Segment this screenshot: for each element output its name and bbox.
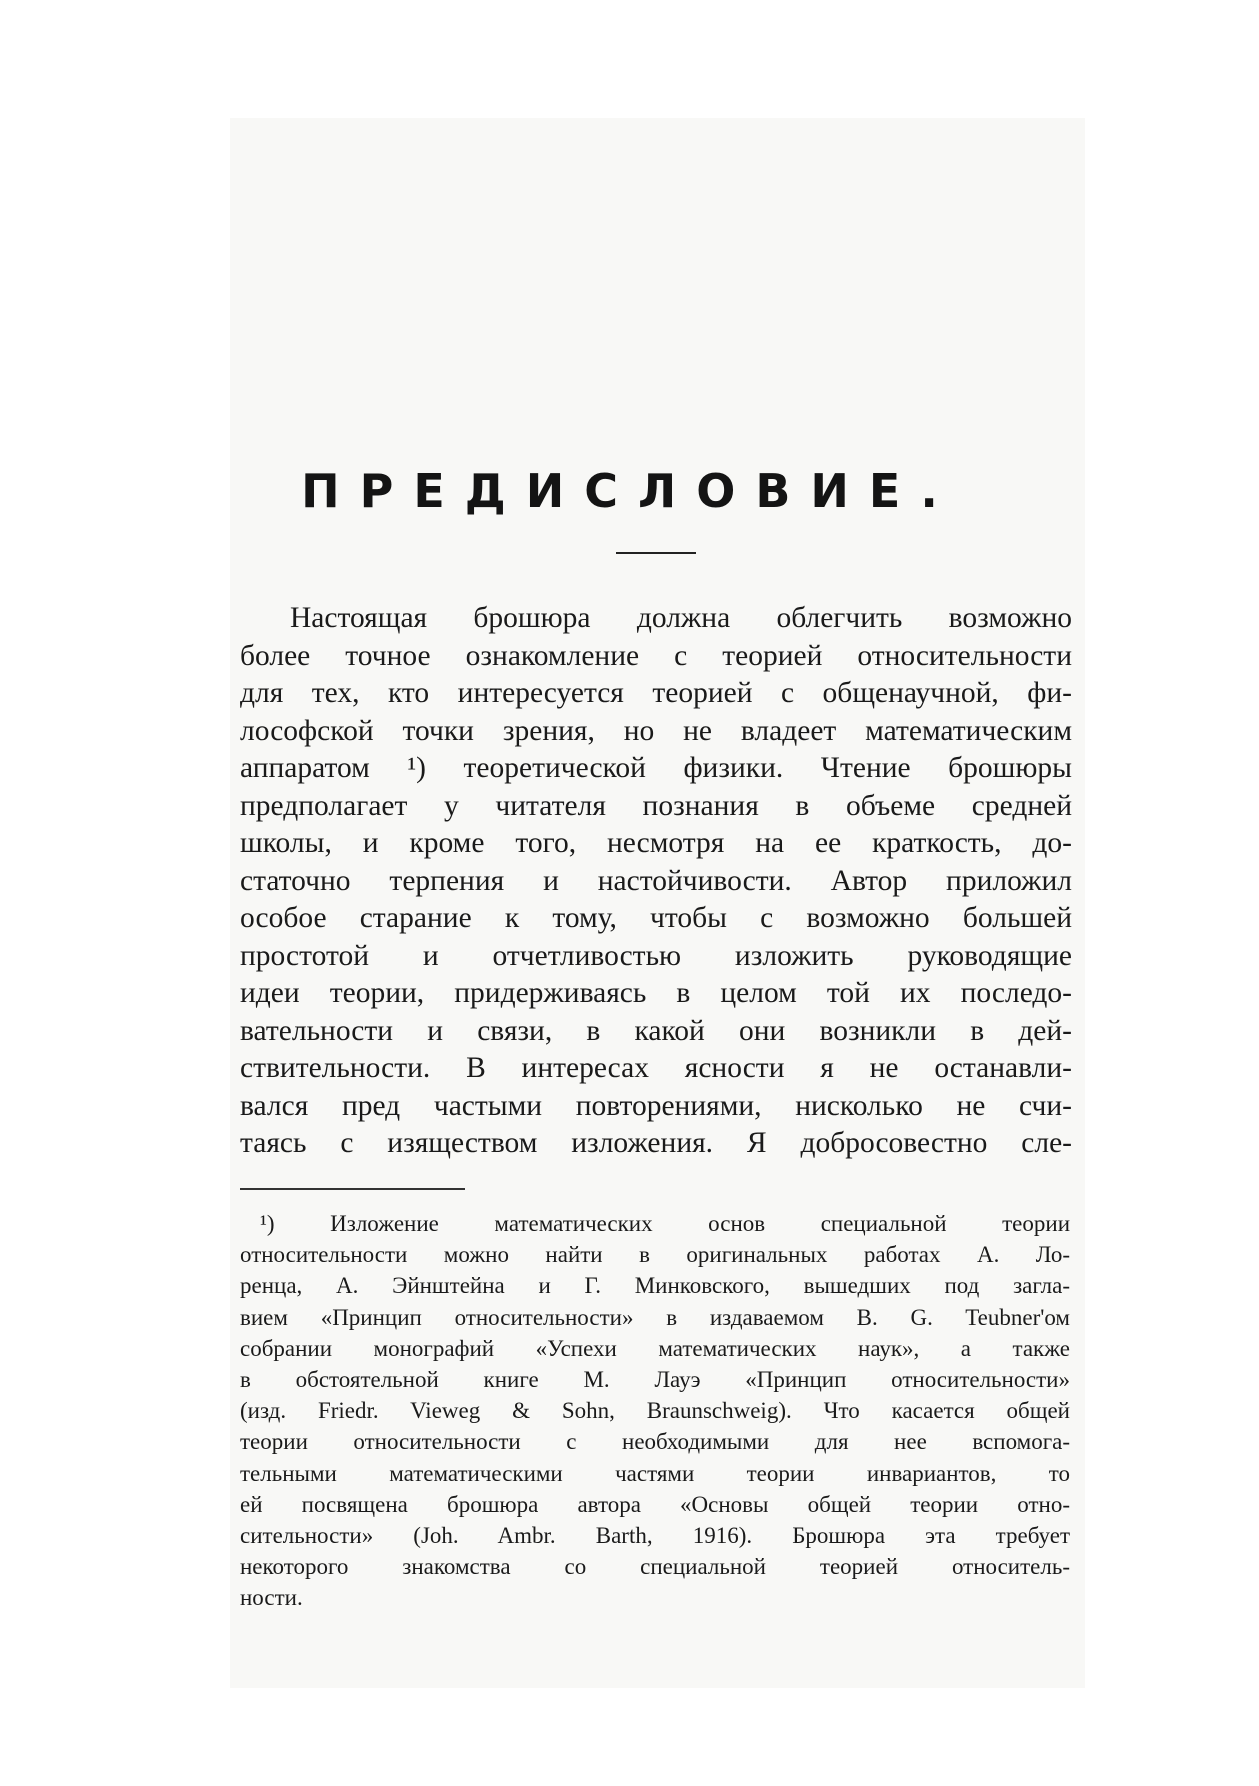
- body-line: вался пред частыми повторениями, нисколько не счи-: [240, 1089, 1072, 1122]
- footnote-line: тельными математическими частями теории инвариантов, то: [240, 1460, 1070, 1486]
- body-line: для тех, кто интересуется теорией с общенаучной, фи-: [240, 677, 1072, 709]
- footnote-line: собрании монографий «Успехи математических наук», а также: [240, 1335, 1070, 1361]
- body-line: вательности и связи, в какой они возникли в дей-: [240, 1014, 1072, 1047]
- body-line: более точное ознакомление с теорией относительности: [240, 639, 1072, 672]
- body-paragraph: [240, 600, 1072, 1163]
- body-line: таясь с изяществом изложения. Я добросовестно сле-: [240, 1127, 1072, 1159]
- footnote-line: (изд. Friedr. Vieweg & Sohn, Braunschweig). Что касается общей: [240, 1398, 1070, 1424]
- body-line: лософской точки зрения, но не владеет математическим: [240, 714, 1072, 747]
- body-line: аппаратом ¹) теоретической физики. Чтение брошюры: [240, 752, 1072, 784]
- heading-divider: [616, 552, 696, 554]
- footnote-line: теории относительности с необходимыми для нее вспомога-: [240, 1429, 1070, 1455]
- body-line: простотой и отчетливостью изложить руководящие: [240, 939, 1072, 972]
- body-line: предполагает у читателя познания в объеме средней: [240, 789, 1072, 822]
- body-line: Настоящая брошюра должна облегчить возможно: [290, 602, 1072, 634]
- footnote-line: некоторого знакомства со специальной теорией относитель-: [240, 1554, 1070, 1580]
- footnote-line: в обстоятельной книге М. Лауэ «Принцип относительности»: [240, 1366, 1070, 1392]
- footnote-line: относительности можно найти в оригинальных работах А. Ло-: [240, 1242, 1070, 1268]
- footnote-line: вием «Принцип относительности» в издаваемом B. G. Teubner'ом: [240, 1304, 1070, 1330]
- footnote-line: ¹) Изложение математических основ специальной теории: [260, 1211, 1070, 1236]
- body-line: школы, и кроме того, несмотря на ее краткость, до-: [240, 827, 1072, 859]
- page-heading: ПРЕДИСЛОВИЕ.: [301, 464, 958, 518]
- footnote-line: ренца, А. Эйнштейна и Г. Минковского, вышедших под загла-: [240, 1273, 1070, 1299]
- footnote-divider: [240, 1188, 465, 1190]
- body-line: статочно терпения и настойчивости. Автор приложил: [240, 864, 1072, 897]
- body-line: особое старание к тому, чтобы с возможно большей: [240, 902, 1072, 934]
- footnote-line: ности.: [240, 1585, 303, 1611]
- footnote-line: сительности» (Joh. Ambr. Barth, 1916). Брошюра эта требует: [240, 1522, 1070, 1548]
- footnote: [240, 1208, 1070, 1613]
- body-line: идеи теории, придерживаясь в целом той их последо-: [240, 977, 1072, 1009]
- footnote-line: ей посвящена брошюра автора «Основы общей теории отно-: [240, 1491, 1070, 1517]
- body-line: ствительности. В интересах ясности я не останавли-: [240, 1052, 1072, 1084]
